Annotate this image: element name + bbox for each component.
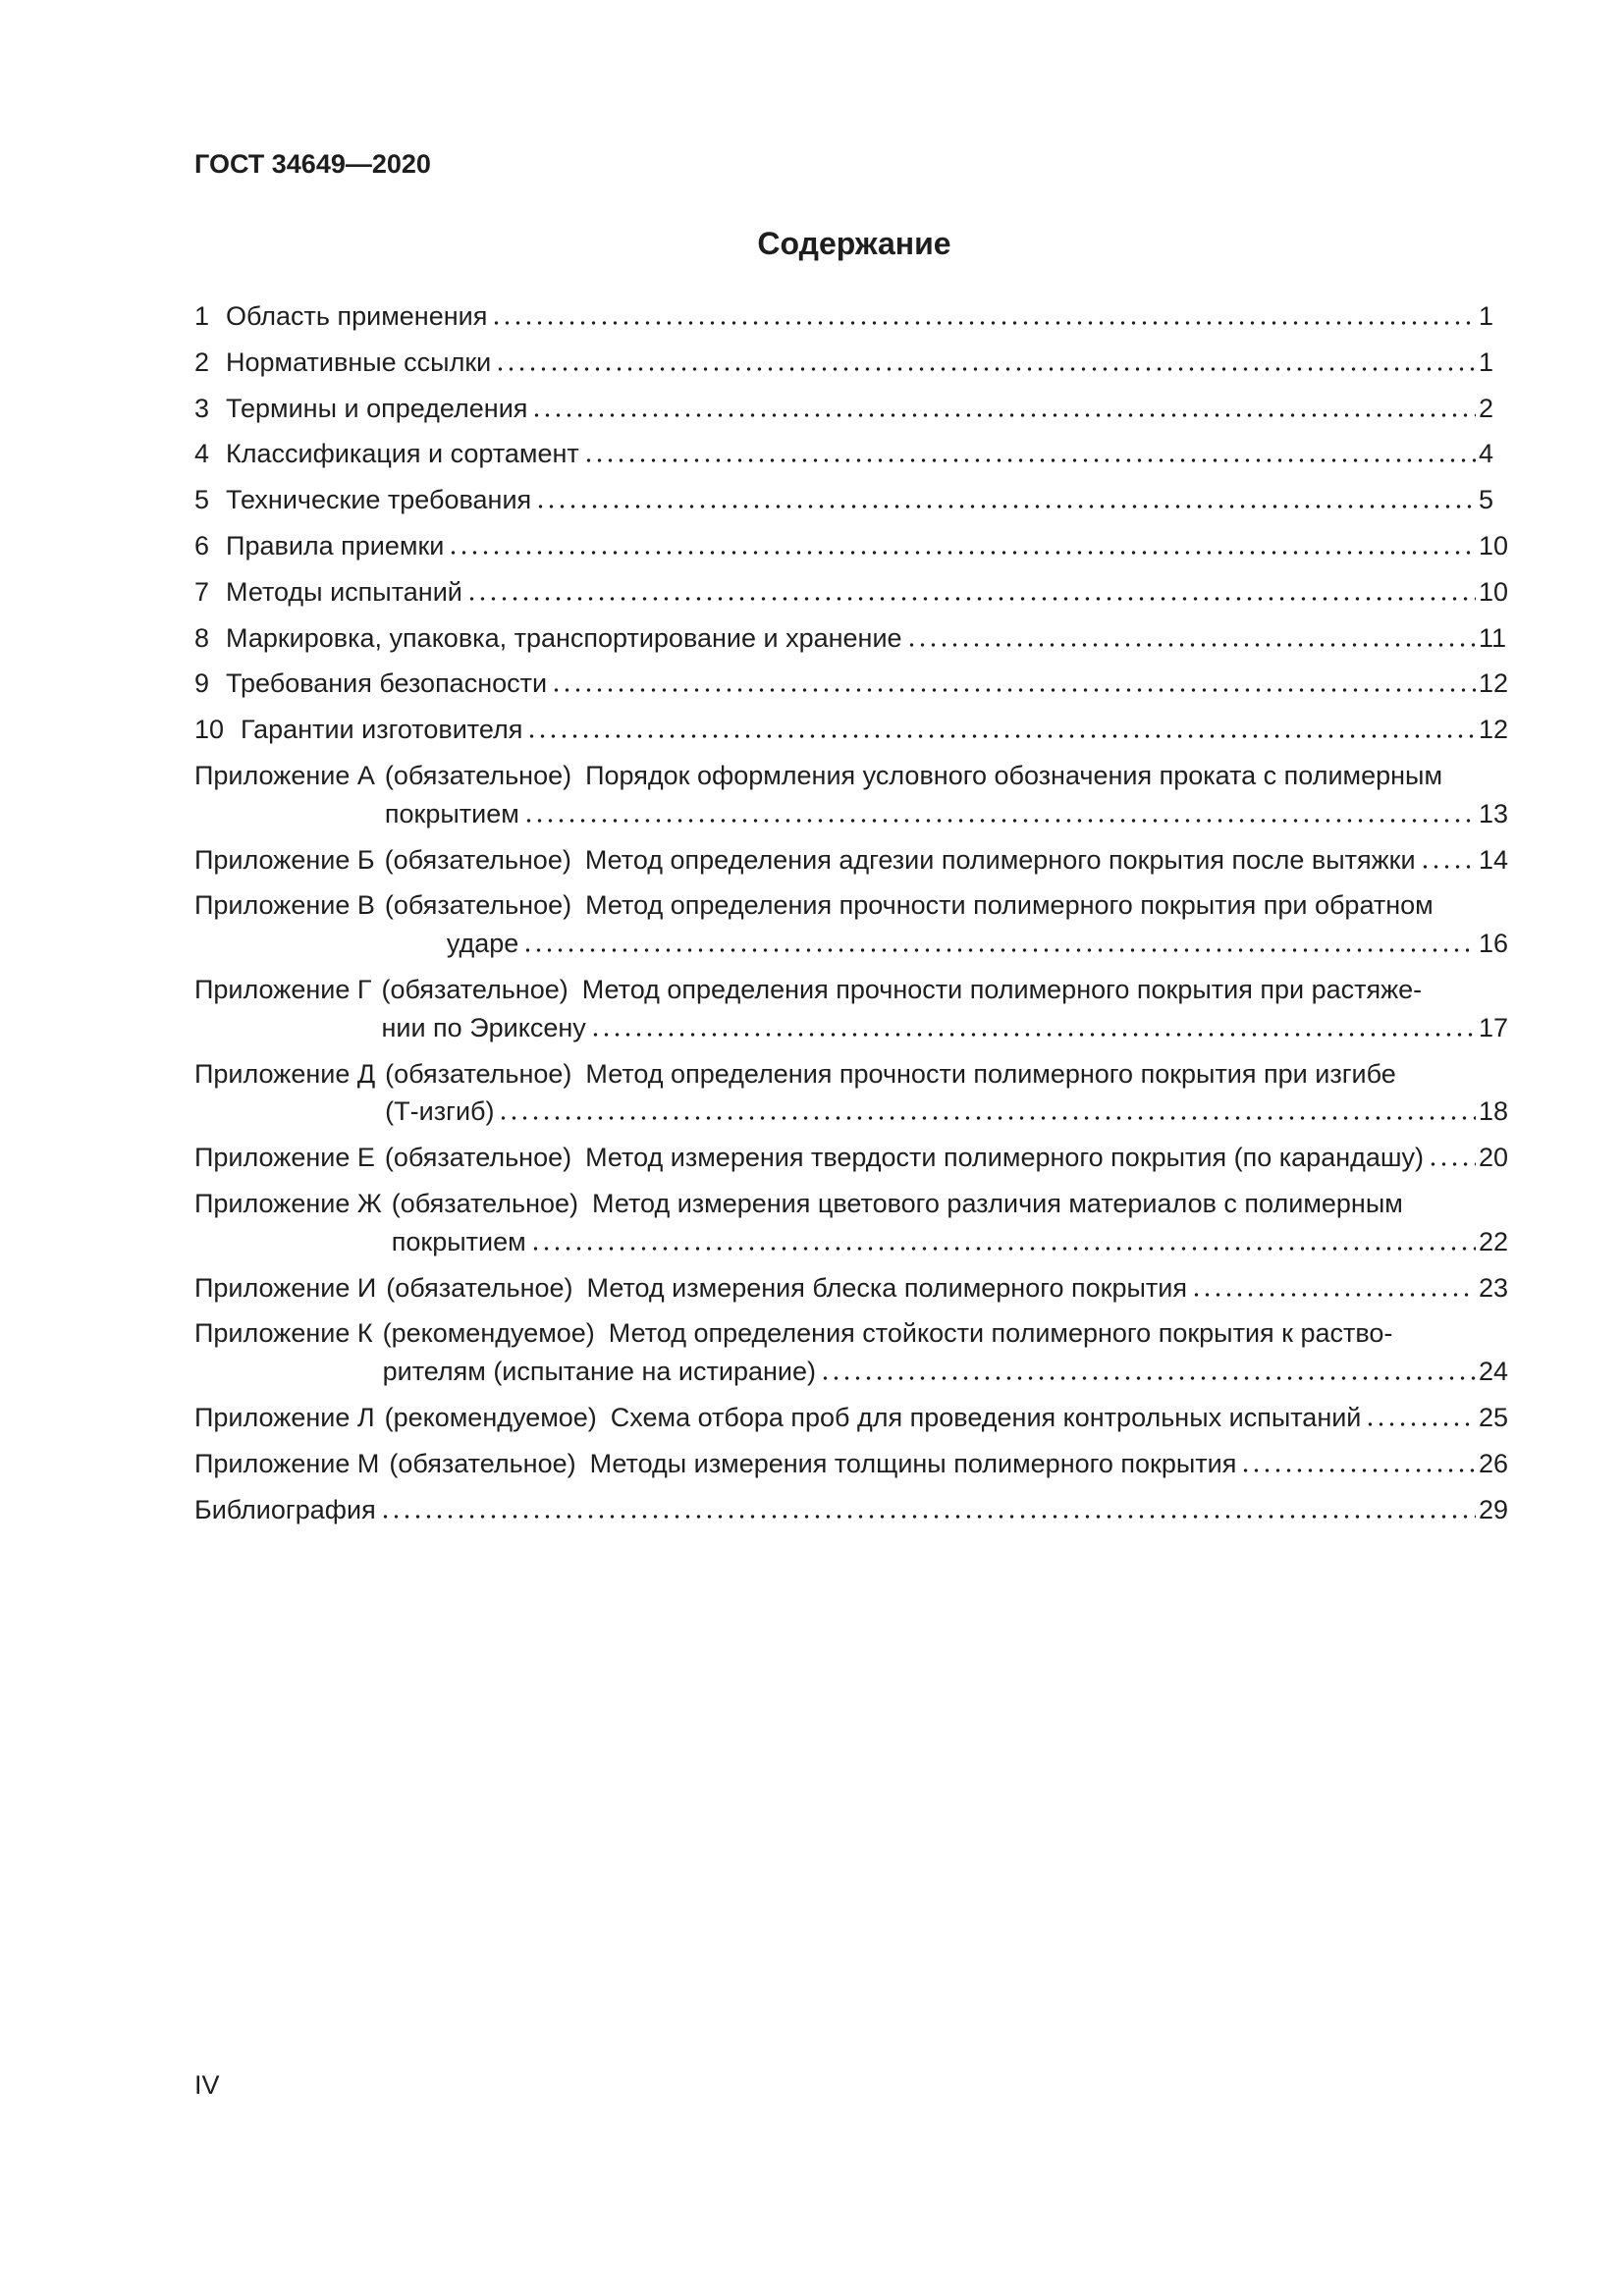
entry-title: Методы измерения толщины полимерного покрытия [589,1448,1237,1478]
entry-title-continuation: покрытием [384,798,519,828]
entry-title-continuation: (Т-изгиб) [385,1096,495,1127]
entry-body [241,711,1514,749]
dot-leader [466,597,1476,601]
entry-body [392,1185,1514,1261]
appendix-label: Приложение Б [194,844,375,875]
toc-entry [194,665,1514,703]
entry-line [226,665,1514,703]
toc-entry [194,757,1514,833]
entry-body [226,390,1514,428]
toc-entry [194,1399,1514,1437]
entry-page-number: 16 [1479,929,1509,959]
entry-title: Методы испытаний [226,576,462,607]
appendix-label: Приложение Г [194,974,372,1004]
entry-line [381,971,1514,1009]
entry-title: Метод определения прочности полимерного покрытия при растяже- [581,974,1423,1004]
entry-page-number: 1 [1479,347,1494,377]
entry-body [389,1445,1514,1483]
entry-page-number: 18 [1479,1096,1509,1127]
entry-line-continuation [392,1223,1514,1261]
entry-title: Область применения [226,301,488,331]
dot-leader [526,734,1476,738]
entry-line-continuation [383,1353,1514,1391]
entry-title: Гарантии изготовителя [241,715,523,745]
dot-leader [590,1033,1476,1037]
toc-list [194,297,1514,1536]
entry-line [385,1055,1514,1094]
dot-leader [820,1376,1476,1380]
section-number: 6 [194,530,210,561]
entry-line [241,711,1514,749]
entry-title-continuation: рителям (испытание на истирание) [382,1357,816,1387]
section-number: 3 [194,393,210,423]
entry-page-number: 24 [1479,1357,1509,1387]
entry-body [194,1491,1514,1529]
entry-line [389,1445,1514,1483]
appendix-label: Приложение Д [194,1058,376,1089]
appendix-label: Приложение А [194,760,375,790]
entry-title: Нормативные ссылки [226,347,492,377]
document-header: ГОСТ 34649—2020 [194,149,431,179]
dot-leader [1365,1422,1476,1426]
toc-entry [194,297,1514,336]
entry-body [383,1314,1514,1391]
page-number: IV [194,2070,220,2100]
entry-body [226,573,1514,612]
entry-body [226,344,1514,382]
entry-line [226,481,1514,519]
appendix-status: (рекомендуемое) [382,1318,595,1349]
entry-line [392,1185,1514,1223]
entry-body [385,1139,1514,1177]
entry-line [385,1399,1514,1437]
appendix-label: Приложение М [194,1448,380,1478]
entry-title: Порядок оформления условного обозначения проката с полимерным [585,760,1443,790]
section-number: 7 [194,576,210,607]
appendix-status: (обязательное) [386,1272,573,1303]
toc-entry [194,481,1514,519]
toc-entry [194,1055,1514,1132]
toc-entry [194,711,1514,749]
entry-title: Правила приемки [226,530,445,561]
entry-page-number: 13 [1479,798,1509,828]
entry-line-continuation [381,1009,1514,1047]
appendix-status: (обязательное) [384,760,572,790]
entry-page-number: 2 [1479,393,1494,423]
entry-line-continuation [385,795,1514,833]
entry-page-number: 17 [1479,1012,1509,1042]
entry-title: Технические требования [226,485,532,515]
entry-body [385,757,1514,833]
entry-body [386,1269,1514,1308]
entry-title-continuation: покрытием [391,1226,526,1256]
toc-entry [194,1139,1514,1177]
dot-leader [498,1116,1476,1120]
appendix-status: (обязательное) [389,1448,576,1478]
entry-title: Метод измерения блеска полимерного покрытия [586,1272,1187,1303]
appendix-status: (обязательное) [384,1143,572,1173]
entry-line [226,297,1514,336]
toc-entry [194,344,1514,382]
entry-title: Метод определения адгезии полимерного покрытия после вытяжки [584,844,1416,875]
appendix-status: (рекомендуемое) [384,1402,597,1432]
entry-page-number: 10 [1479,576,1509,607]
section-number: 8 [194,622,210,653]
dot-leader [530,1247,1476,1251]
entry-page-number: 12 [1479,668,1509,699]
toc-entry [194,1269,1514,1308]
entry-body [385,886,1514,963]
dot-leader [535,505,1476,508]
dot-leader [583,458,1476,462]
entry-line [226,390,1514,428]
toc-entry [194,1445,1514,1483]
dot-leader [906,643,1476,647]
entry-line [194,1491,1514,1529]
entry-title: Метод измерения твердости полимерного покрытия (по карандашу) [585,1143,1425,1173]
toc-entry [194,841,1514,880]
entry-page-number: 1 [1479,301,1494,331]
entry-page-number: 4 [1479,439,1494,469]
entry-line [385,841,1514,880]
toc-entry [194,390,1514,428]
entry-page-number: 20 [1479,1143,1509,1173]
toc-entry [194,619,1514,658]
entry-line-continuation [385,925,1514,963]
entry-body [226,527,1514,565]
entry-line [385,886,1514,925]
entry-line [226,435,1514,473]
entry-body [226,619,1514,658]
section-number: 9 [194,668,210,699]
section-number: 1 [194,301,210,331]
entry-title: Метод измерения цветового различия материалов с полимерным [592,1188,1403,1218]
appendix-label: Приложение К [194,1318,373,1349]
toc-entry [194,971,1514,1047]
dot-leader [523,819,1476,823]
entry-page-number: 10 [1479,530,1509,561]
toc-entry [194,1185,1514,1261]
entry-page-number: 29 [1479,1494,1509,1524]
section-number: 10 [194,715,225,745]
entry-line [226,619,1514,658]
toc-entry [194,527,1514,565]
entry-title: Требования безопасности [226,668,548,699]
entry-title: Метод определения прочности полимерного покрытия при изгибе [585,1058,1396,1089]
entry-line [226,573,1514,612]
entry-body [226,297,1514,336]
entry-body [385,1399,1514,1437]
appendix-status: (обязательное) [385,1058,572,1089]
dot-leader [522,948,1476,952]
entry-line [226,527,1514,565]
entry-line [385,757,1514,795]
appendix-label: Приложение И [194,1272,377,1303]
entry-body [226,481,1514,519]
appendix-status: (обязательное) [384,844,571,875]
entry-page-number: 22 [1479,1226,1509,1256]
dot-leader [531,413,1476,417]
entry-title: Схема отбора проб для проведения контрольных испытаний [610,1402,1362,1432]
entry-page-number: 23 [1479,1272,1509,1303]
appendix-status: (обязательное) [391,1188,579,1218]
dot-leader [1240,1468,1476,1472]
entry-title: Термины и определения [226,393,528,423]
dot-leader [1428,1162,1476,1166]
entry-title-continuation: ударе [446,929,519,959]
dot-leader [448,551,1476,555]
section-number: 4 [194,439,210,469]
toc-entry [194,886,1514,963]
entry-page-number: 5 [1479,485,1494,515]
entry-page-number: 14 [1479,844,1509,875]
appendix-label: Приложение Е [194,1143,375,1173]
entry-page-number: 12 [1479,715,1509,745]
entry-title: Маркировка, упаковка, транспортирование и хранение [226,622,902,653]
entry-line [383,1314,1514,1353]
entry-line [226,344,1514,382]
appendix-status: (обязательное) [384,890,572,921]
section-number: 5 [194,485,210,515]
appendix-label: Приложение Ж [194,1188,382,1218]
entry-line-continuation [385,1093,1514,1131]
entry-title: Метод определения стойкости полимерного покрытия к раство- [608,1318,1393,1349]
dot-leader [551,688,1476,692]
entry-title-continuation: нии по Эриксену [381,1012,586,1042]
entry-title: Классификация и сортамент [226,439,579,469]
entry-body [381,971,1514,1047]
appendix-label: Приложение В [194,890,375,921]
toc-entry [194,435,1514,473]
dot-leader [1191,1293,1476,1297]
toc-entry [194,1314,1514,1391]
toc-title: Содержание [757,226,951,261]
entry-body [385,841,1514,880]
dot-leader [380,1515,1476,1519]
toc-entry [194,573,1514,612]
entry-page-number: 25 [1479,1402,1509,1432]
appendix-status: (обязательное) [381,974,568,1004]
entry-body [385,1055,1514,1132]
dot-leader [491,321,1476,325]
entry-page-number: 11 [1479,622,1507,653]
entry-page-number: 26 [1479,1448,1509,1478]
toc-entry [194,1491,1514,1529]
entry-title: Библиография [194,1494,376,1524]
dot-leader [1420,865,1476,869]
entry-line [385,1139,1514,1177]
entry-body [226,665,1514,703]
appendix-label: Приложение Л [194,1402,375,1432]
dot-leader [495,367,1476,371]
entry-title: Метод определения прочности полимерного покрытия при обратном [585,890,1434,921]
section-number: 2 [194,347,210,377]
entry-line [386,1269,1514,1308]
entry-body [226,435,1514,473]
